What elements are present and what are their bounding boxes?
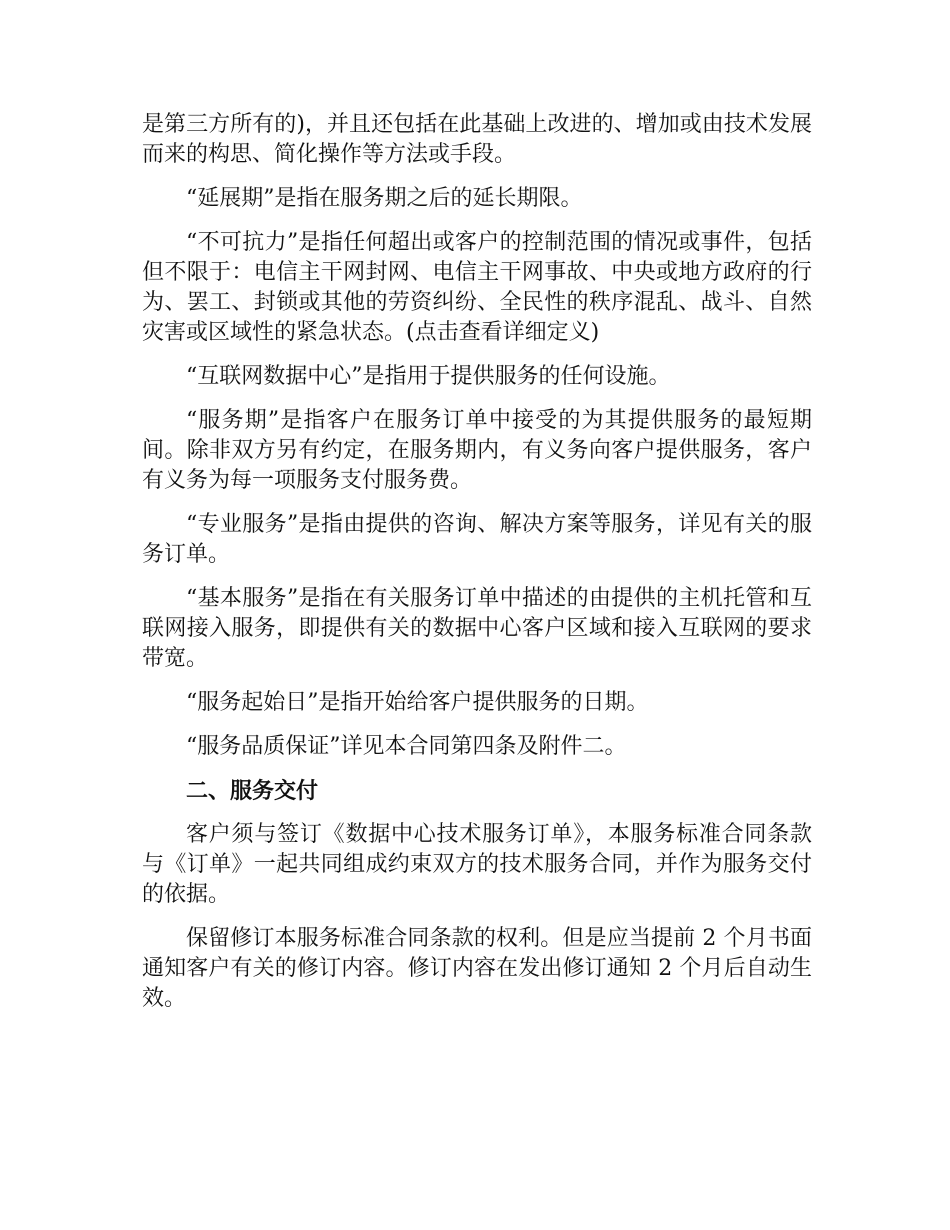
definition-extension-period: “延展期”是指在服务期之后的延长期限。 bbox=[186, 186, 583, 211]
delivery-paragraph-order: 客户须与签订《数据中心技术服务订单》，本服务标准合同条款与《订单》一起共同组成约束双方的技术服务合同，并作为服务交付的依据。 bbox=[142, 822, 812, 907]
definition-force-majeure: “不可抗力”是指任何超出或客户的控制范围的情况或事件，包括但不限于：电信主干网封网、电信主干网事故、中央或地方政府的行为、罢工、封锁或其他的劳资纠纷、全民性的秩序混乱、战斗、自然灾害或区域性的紧急状态。(点击查看详细定义) bbox=[142, 230, 812, 345]
definition-service-start-date: “服务起始日”是指开始给客户提供服务的日期。 bbox=[186, 690, 649, 715]
definition-sla: “服务品质保证”详见本合同第四条及附件二。 bbox=[186, 734, 627, 759]
definition-basic-services: “基本服务”是指在有关服务订单中描述的由提供的主机托管和互联网接入服务，即提供有关的数据中心客户区域和接入互联网的要求带宽。 bbox=[142, 586, 812, 671]
section-heading-delivery: 二、服务交付 bbox=[186, 778, 319, 804]
document-page bbox=[142, 110, 812, 1028]
definition-idc: “互联网数据中心”是指用于提供服务的任何设施。 bbox=[186, 364, 671, 389]
delivery-paragraph-revision: 保留修订本服务标准合同条款的权利。但是应当提前 2 个月书面通知客户有关的修订内容。修订内容在发出修订通知 2 个月后自动生效。 bbox=[142, 926, 812, 1011]
definition-service-period: “服务期”是指客户在服务订单中接受的为其提供服务的最短期间。除非双方另有约定，在服务期内，有义务向客户提供服务，客户有义务为每一项服务支付服务费。 bbox=[142, 408, 812, 493]
definition-professional-services: “专业服务”是指由提供的咨询、解决方案等服务，详见有关的服务订单。 bbox=[142, 512, 812, 567]
paragraph-continuation: 是第三方所有的)，并且还包括在此基础上改进的、增加或由技术发展而来的构思、简化操作等方法或手段。 bbox=[142, 112, 812, 167]
